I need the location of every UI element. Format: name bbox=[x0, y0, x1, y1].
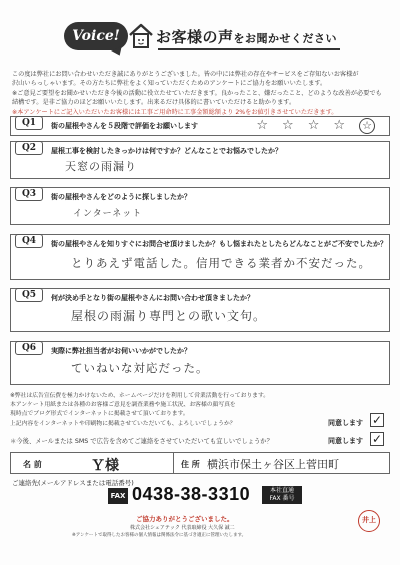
rating-stars[interactable] bbox=[256, 118, 375, 134]
consent-checkbox-publish[interactable]: ✓ bbox=[371, 413, 383, 427]
name-field[interactable]: Ｙ様 bbox=[91, 458, 119, 474]
intro-line: 結構です。是非ご協力のほどお願いいたします。出来るだけ具体的に書いていただけると助かります。 bbox=[12, 99, 296, 107]
intro-line: ※ご意見ご要望をお聞かせいただき今後の活動に役立たせていただきます。良かったこと、嫌だったこと、どのような改善が必要でも bbox=[12, 89, 382, 97]
question-text: 実際に弊社担当者がお伺いいかがでしたか？ bbox=[51, 347, 191, 355]
fax-note-line: 本社直通 bbox=[269, 487, 294, 494]
handwritten-answer[interactable]: とりあえず電話した。信用できる業者か不安だった。 bbox=[71, 256, 371, 270]
question-box-q1 bbox=[10, 116, 390, 136]
dm-consent-note: ＊今後、メールまたは SMS で広告を含めてご連絡をさせていただいても宜しいでしょうか？ bbox=[10, 438, 273, 445]
star-icon-selected[interactable]: ☆ bbox=[359, 118, 375, 134]
fax-badge: FAX bbox=[108, 488, 128, 504]
privacy-note: ※アンケートで取得したお客様の個人情報は関係法令に基づき適正に管理いたします。 bbox=[72, 533, 247, 538]
star-icon[interactable]: ☆ bbox=[282, 118, 294, 133]
discount-note: ※本アンケートにご記入いただいたお客様には工事ご用命時に工事金額総額より 2%をお値引きさせていただきます。 bbox=[12, 108, 338, 116]
question-number: Q4 bbox=[15, 234, 43, 248]
question-box-q2 bbox=[10, 141, 390, 179]
name-label: 名 前 bbox=[23, 460, 42, 469]
question-number: Q5 bbox=[15, 288, 43, 302]
thanks-message: ご協力ありがとうございました。 bbox=[136, 515, 234, 523]
handwritten-answer[interactable]: 天窓の雨漏り bbox=[65, 160, 137, 173]
publication-notice bbox=[10, 392, 310, 429]
handwritten-answer[interactable]: インターネット bbox=[73, 209, 143, 219]
divider bbox=[173, 453, 174, 473]
question-box-q6 bbox=[10, 341, 390, 385]
contact-label: ご連絡先(メールアドレスまたは電話番号) bbox=[12, 479, 134, 487]
house-icon bbox=[128, 22, 154, 50]
fax-note-line: FAX 番号 bbox=[269, 495, 295, 502]
question-text: 何が決め手となり街の屋根やさんにお問い合わせ頂きましたか？ bbox=[51, 294, 254, 302]
question-number: Q2 bbox=[15, 141, 43, 155]
notice-line: 上記内容をインターネットや印刷物に掲載させていただいても、よろしいでしょうか？ bbox=[10, 420, 236, 427]
question-text: 屋根工事を検討したきっかけは何ですか？どんなことでお悩みでしたか？ bbox=[51, 147, 282, 155]
intro-line: この度は弊社にお問い合わせいただき誠にありがとうございました。皆の中には弊社の存在やサービスをご存知ないお客様が bbox=[12, 71, 359, 78]
title-underline bbox=[158, 48, 340, 50]
consent-checkbox-dm[interactable]: ✓ bbox=[371, 432, 383, 446]
title-sub: をお聞かせください bbox=[233, 32, 338, 45]
question-box-q4 bbox=[10, 234, 390, 280]
question-text: 街の屋根やさんを５段階で評価をお願いします bbox=[51, 122, 198, 130]
voice-speech-bubble: Voice! bbox=[64, 22, 128, 50]
question-number: Q6 bbox=[15, 341, 43, 355]
header bbox=[62, 8, 352, 70]
question-text: 街の屋根やさんを知りすぐにお問合せ頂けましたか？もし悩まれたとしたらどんなことがご不安でしたか？ bbox=[51, 240, 387, 248]
notice-line: ※弊社は広告宣伝費を極力かけないため、ホームページだけを利用して営業活動を行っております。 bbox=[10, 393, 270, 399]
star-icon[interactable]: ☆ bbox=[333, 118, 345, 133]
address-label: 住 所 bbox=[181, 460, 200, 469]
customer-info-row bbox=[10, 452, 390, 474]
question-text: 街の屋根やさんをどのように探しましたか？ bbox=[51, 193, 191, 201]
consent-label-publish: 同意します bbox=[328, 419, 363, 427]
company-name: 株式会社シェアテック 代表取締役 大久保 誠二 bbox=[130, 525, 235, 531]
notice-line: 本アンケート用紙または各種のお客様ご意見を調査業務や施工状況、お客様の顔写真を bbox=[10, 402, 236, 409]
handwritten-answer[interactable]: 屋根の雨漏り専門との歌い文句。 bbox=[71, 309, 267, 323]
fax-note bbox=[262, 486, 302, 504]
fax-number: 0438-38-3310 bbox=[132, 484, 251, 504]
handwritten-answer[interactable]: ていねいな対応だった。 bbox=[71, 361, 209, 375]
question-box-q3 bbox=[10, 187, 390, 225]
title-main: お客様の声 bbox=[156, 28, 234, 46]
address-field[interactable]: 横浜市保土ヶ谷区上菅田町 bbox=[207, 458, 339, 471]
page-title bbox=[156, 26, 337, 47]
consent-label-dm: 同意します bbox=[328, 437, 363, 445]
notice-line: 現時点でブログ形式でインターネットに掲載させて頂いております。 bbox=[10, 411, 189, 418]
star-icon[interactable]: ☆ bbox=[307, 118, 320, 133]
intro-line: 沢山いらっしゃいます。その方たちに弊社をよく知っていただくためのアンケートにご協力をお願いいたします。 bbox=[12, 80, 327, 88]
question-box-q5 bbox=[10, 288, 390, 332]
inspector-stamp: 井上 bbox=[358, 510, 380, 532]
star-icon[interactable]: ☆ bbox=[256, 118, 269, 133]
question-number: Q1 bbox=[15, 116, 43, 130]
intro-text bbox=[12, 70, 388, 117]
question-number: Q3 bbox=[15, 187, 43, 201]
